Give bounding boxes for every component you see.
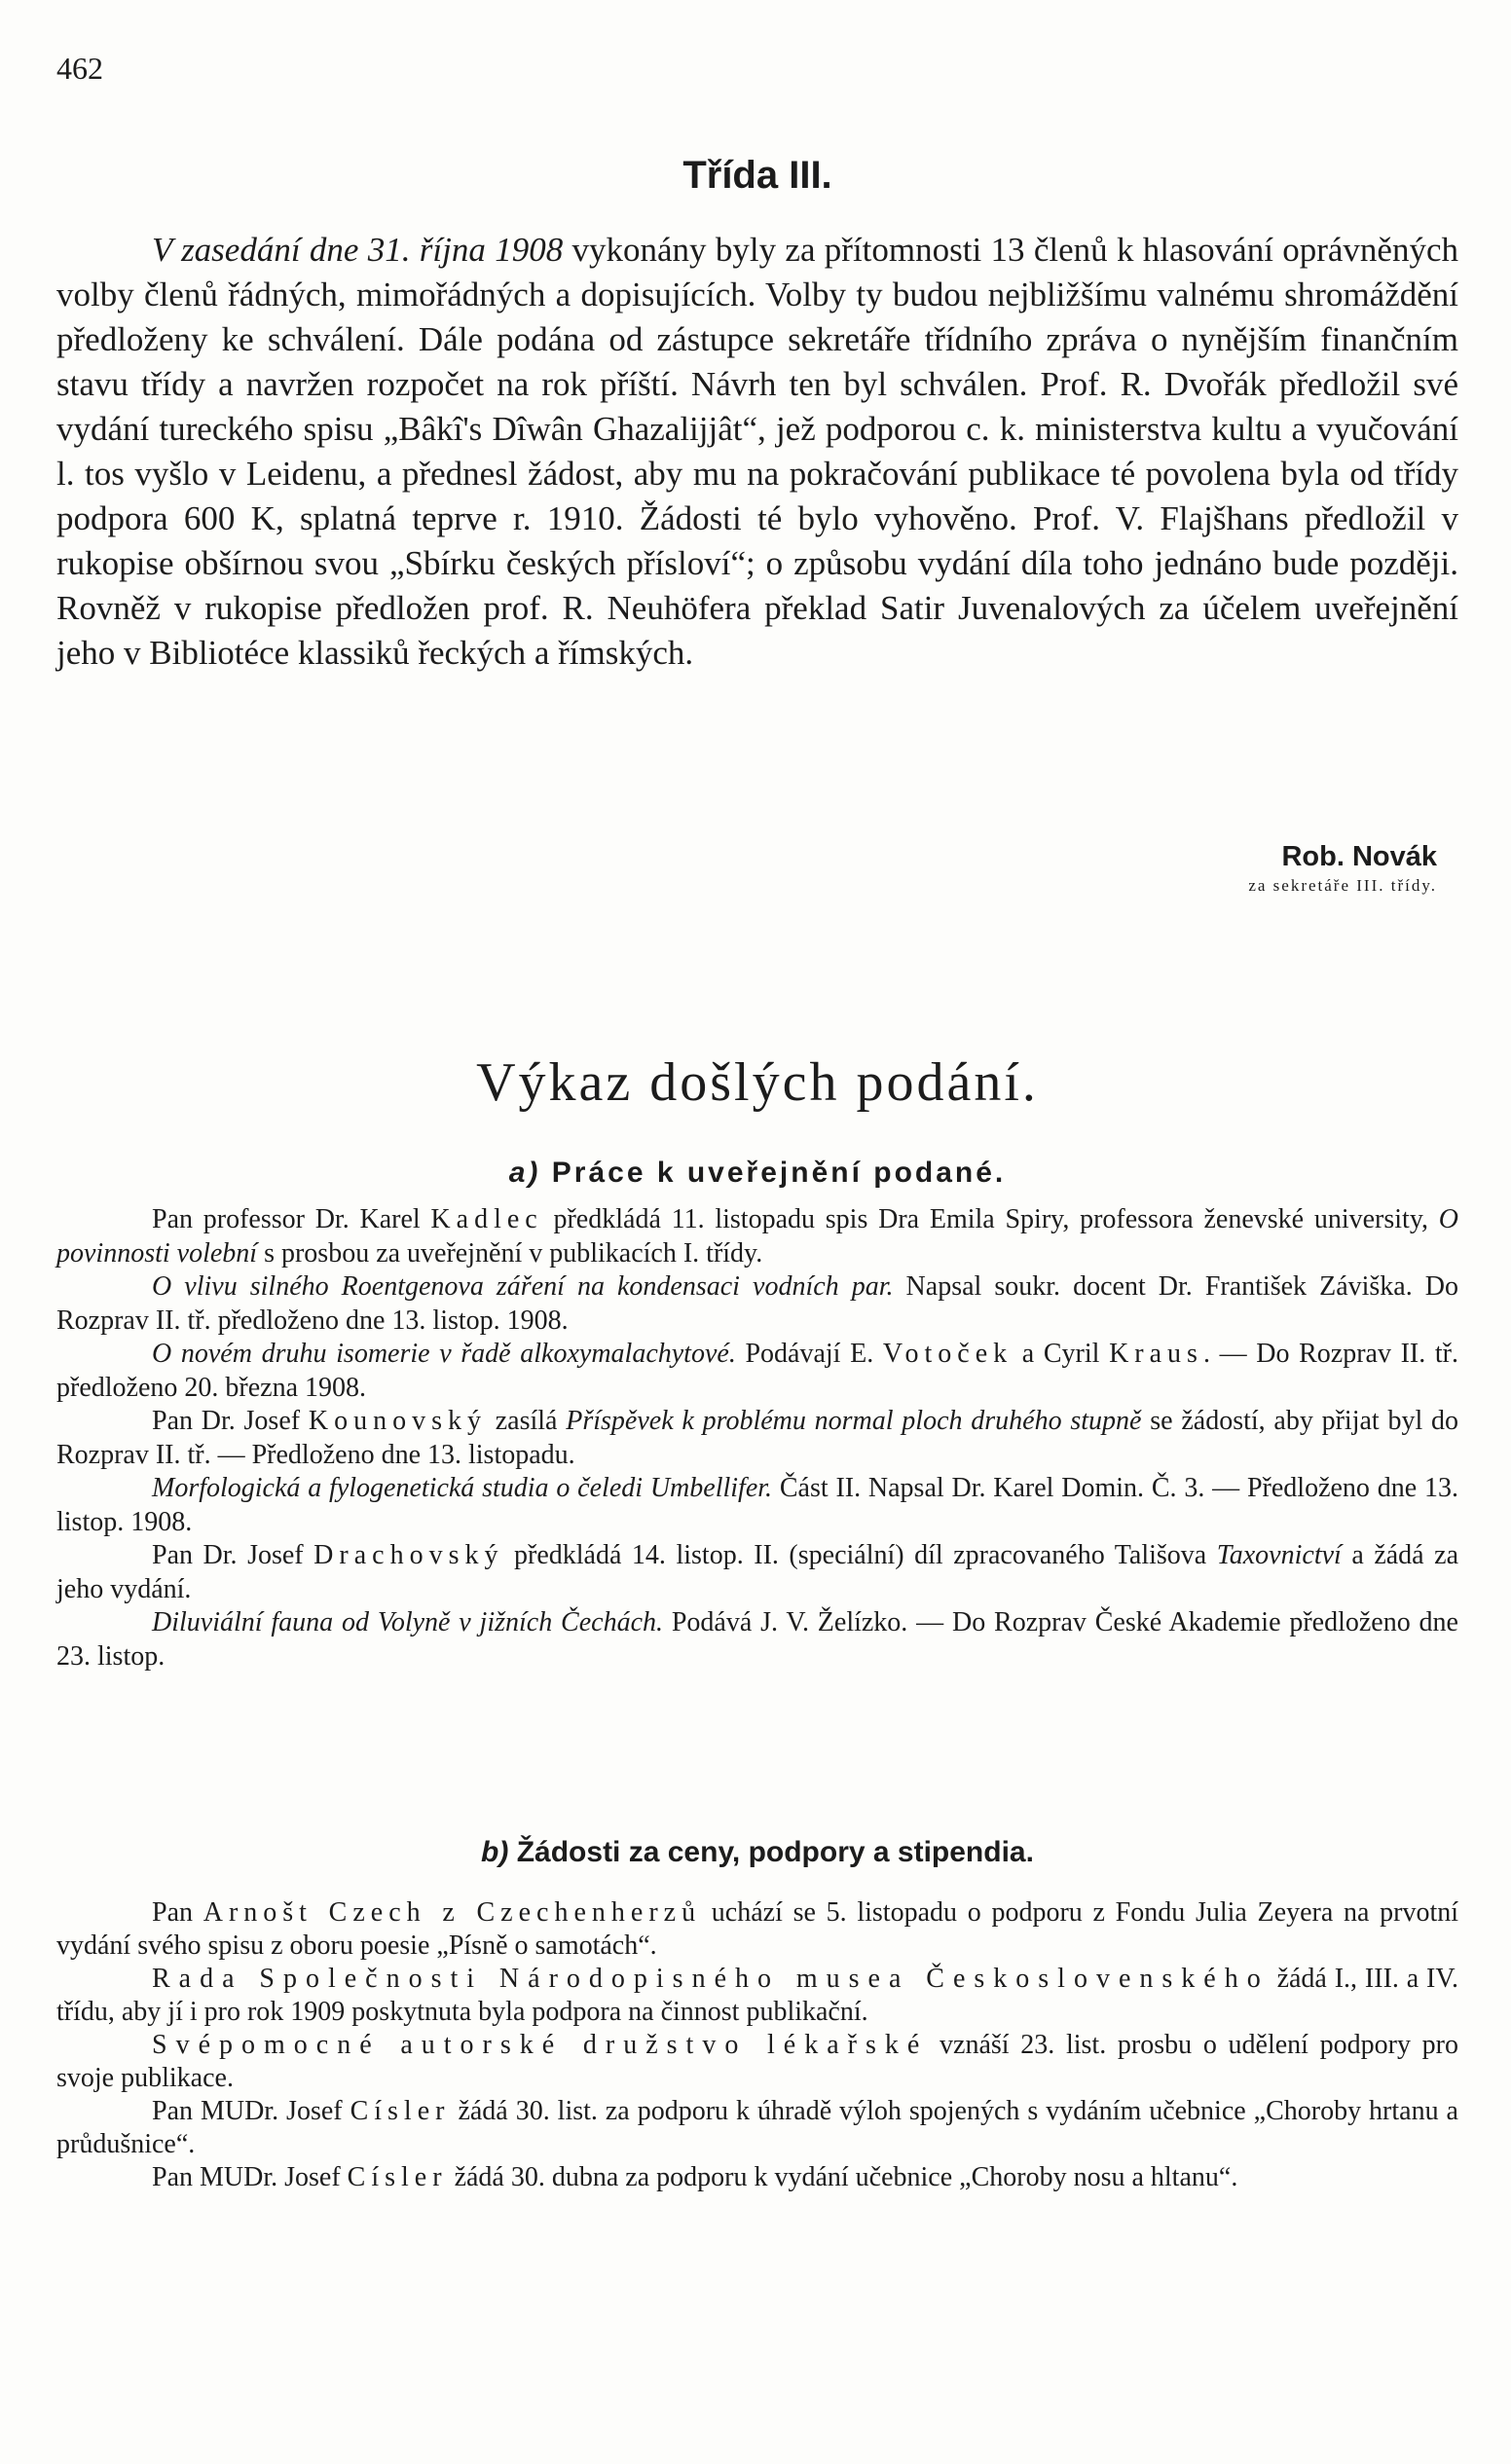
list-item: Svépomocné autorské družstvo lékařské vznáší 23. list. prosbu o udělení podpory pro svoje publikace. [56,2030,1458,2093]
subsection-b-title: Žádosti za ceny, podpory a stipendia. [516,1836,1034,1868]
signature-name: Rob. Novák [1281,841,1437,872]
page-number: 462 [56,51,103,86]
signature-block [1248,839,1437,898]
list-item: Pan Dr. Josef Kounovský zasílá Příspěvek k problému normal ploch druhého stupně se žádostí, aby přijat byl do Rozprav II. tř. — Předloženo dne 13. listopadu. [56,1406,1459,1470]
meeting-date: V zasedání dne 31. října 1908 [152,231,564,269]
subsection-b-heading [56,1836,1458,1869]
list-item: Rada Společnosti Národopisného musea Československého žádá I., III. a IV. třídu, aby jí i pro rok 1909 poskytnuta byla podpora na činnost publikační. [56,1964,1458,2027]
list-item: O novém druhu isomerie v řadě alkoxymalachytové. Podávají E. Votoček a Cyril Kraus. — Do Rozprav II. tř. předloženo 20. března 1908. [56,1339,1459,1403]
subsection-b-list [56,1896,1458,2194]
meeting-paragraph [56,228,1458,676]
subsection-b-marker: b) [481,1836,509,1868]
section-title: Výkaz došlých podání. [476,1052,1039,1113]
signature-role: za sekretáře III. třídy. [1248,876,1437,895]
subsection-a-list [56,1203,1458,1673]
list-item: Pan professor Dr. Karel Kadlec předkládá 11. listopadu spis Dra Emila Spiry, professora ženevské university, O povinnosti volební s prosbou za uveřejnění v publikacích I. třídy. [56,1204,1458,1269]
class-heading: Třída III. [682,154,832,197]
list-item: Pan MUDr. Josef Císler žádá 30. dubna za podporu k vydání učebnice „Choroby nosu a hltanu“. [152,2162,1238,2192]
list-item: Pan Dr. Josef Drachovský předkládá 14. listop. II. (speciální) díl zpracovaného Tališova Taxovnictví a žádá za jeho vydání. [56,1540,1458,1604]
meeting-text: vykonány byly za přítomnosti 13 členů k hlasování oprávněných volby členů řádných, mimořádných a dopisujících. Volby ty budou nejbližšímu valnému shromáždění předloženy ke schválení. Dále podána od zástupce sekretáře třídního zpráva o nynějším finančním stavu třídy a navržen rozpočet na rok příští. Návrh ten byl schválen. Prof. R. Dvořák předložil své vydání tureckého spisu „Bâkî's Dîwân Ghazalijjât“, jež podporou c. k. ministerstva kultu a vyučování l. tos vyšlo v Leidenu, a přednesl žádost, aby mu na pokračování publikace té povolena byla od třídy podpora 600 K, splatná teprve r. 1910. Žádosti té bylo vyhověno. Prof. V. Flajšhans předložil v rukopise obšírnou svou „Sbírku českých přísloví“; o způsobu vydání díla toho jednáno bude později. Rovněž v rukopise předložen prof. R. Neuhöfera překlad Satir Juvenalových za účelem uveřejnění jeho v Bibliotéce klassiků řeckých a římských. [56,231,1458,672]
list-item: O vlivu silného Roentgenova záření na kondensaci vodních par. Napsal soukr. docent Dr. František Záviška. Do Rozprav II. tř. předloženo dne 13. listop. 1908. [56,1271,1458,1336]
subsection-a-marker: a) [508,1157,541,1189]
list-item: Pan Arnošt Czech z Czechenherzů uchází se 5. listopadu o podporu z Fondu Julia Zeyera na prvotní vydání svého spisu z oboru poesie „Písně o samotách“. [56,1897,1459,1961]
subsection-a-heading [56,1157,1458,1190]
subsection-a-title: Práce k uveřejnění podané. [551,1157,1007,1189]
list-item: Pan MUDr. Josef Císler žádá 30. list. za podporu k úhradě výloh spojených s vydáním učebnice „Choroby hrtanu a průdušnice“. [56,2096,1458,2159]
list-item: Diluviální fauna od Volyně v jižních Čechách. Podává J. V. Želízko. — Do Rozprav České Akademie předloženo dne 23. listop. [56,1607,1458,1672]
list-item: Morfologická a fylogenetická studia o čeledi Umbellifer. Část II. Napsal Dr. Karel Domin. Č. 3. — Předloženo dne 13. listop. 1908. [56,1473,1458,1537]
document-page [56,0,1458,2464]
